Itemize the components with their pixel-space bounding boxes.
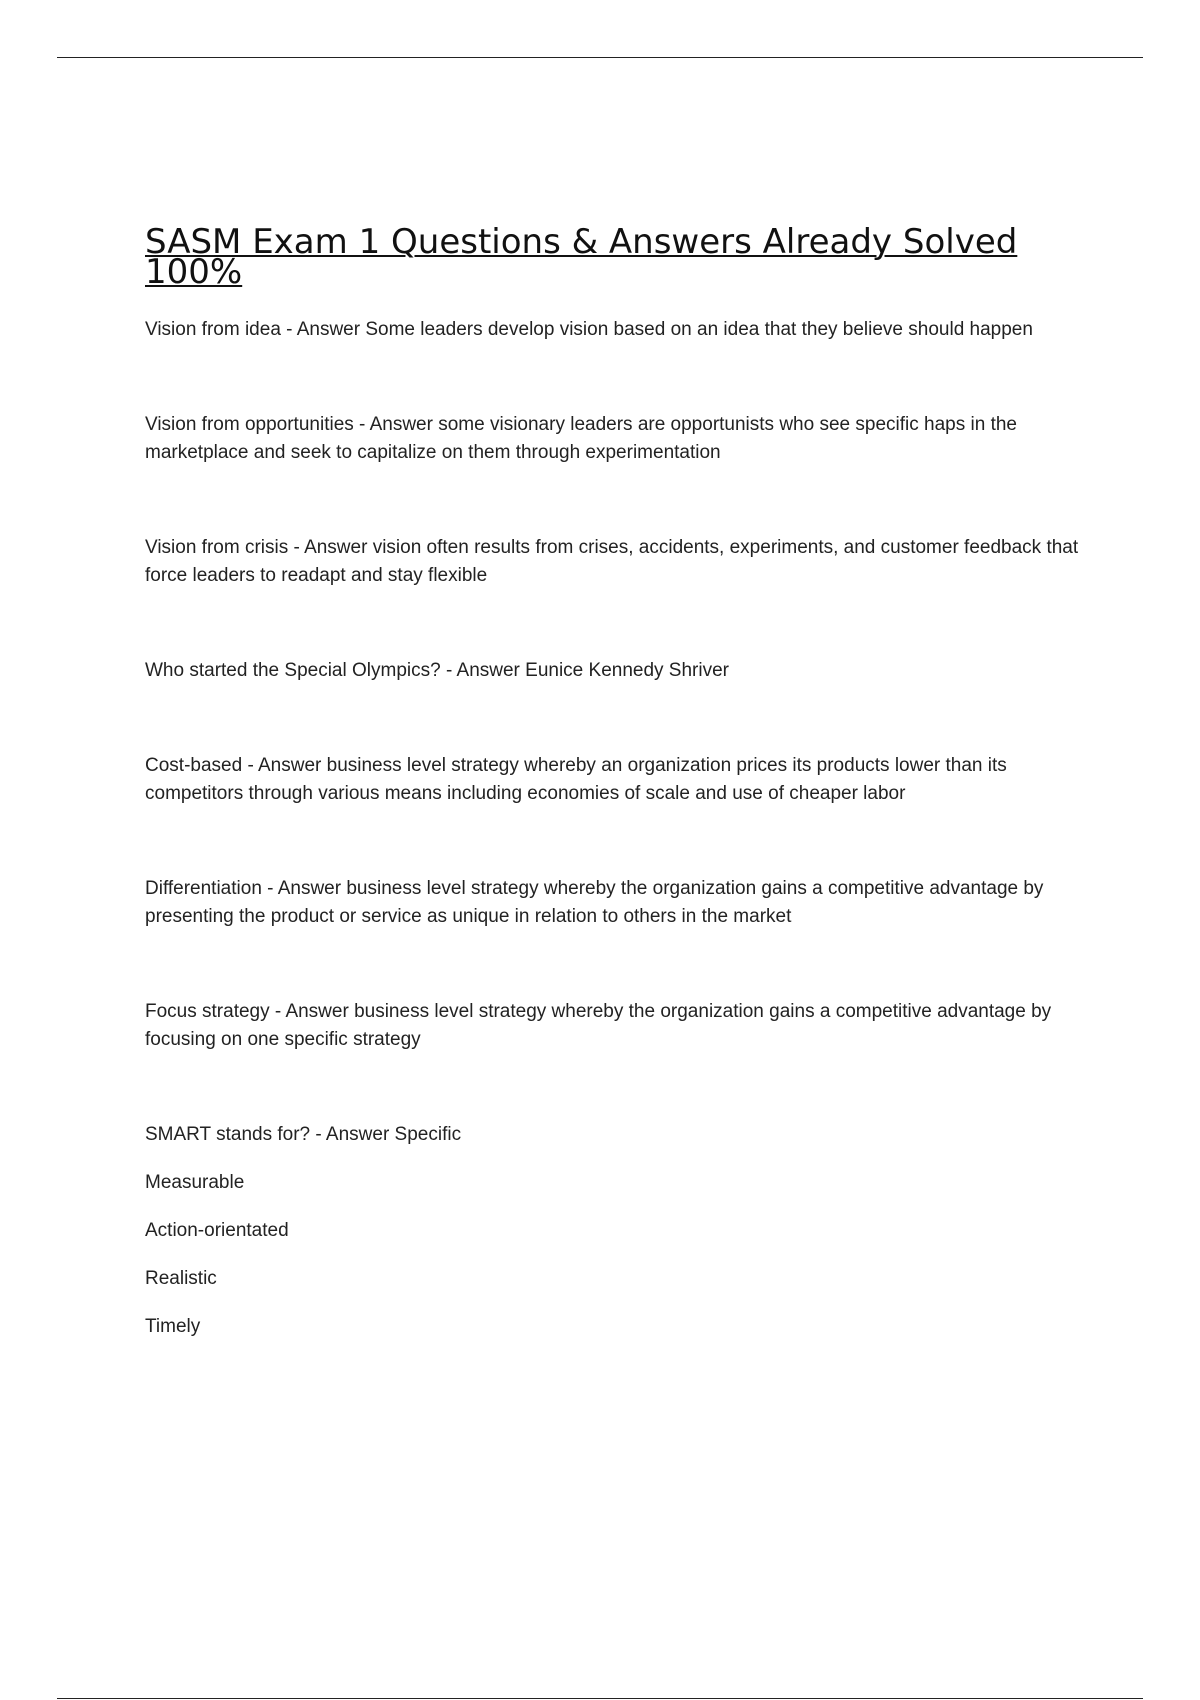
smart-item-realistic: Realistic: [145, 1267, 217, 1289]
qa-entry-vision-from-idea: Vision from idea - Answer Some leaders develop vision based on an idea that they believe should happen: [145, 318, 1033, 340]
qa-entry-cost-based: Cost-based - Answer business level strategy whereby an organization prices its products lower than its competitors through various means including economies of scale and use of cheaper labor: [145, 754, 1007, 804]
qa-entry-differentiation: Differentiation - Answer business level strategy whereby the organization gains a competitive advantage by presenting the product or service as unique in relation to others in the market: [145, 877, 1044, 927]
qa-entry-focus-strategy: Focus strategy - Answer business level strategy whereby the organization gains a competitive advantage by focusing on one specific strategy: [145, 1000, 1052, 1050]
qa-entry-special-olympics: Who started the Special Olympics? - Answer Eunice Kennedy Shriver: [145, 659, 729, 681]
qa-entry-smart: SMART stands for? - Answer Specific: [145, 1123, 462, 1145]
qa-entry-vision-from-opportunities: Vision from opportunities - Answer some visionary leaders are opportunists who see specific haps in the marketplace and seek to capitalize on them through experimentation: [145, 413, 1017, 463]
document-body: [145, 222, 1090, 1341]
footer-rule: [57, 1698, 1143, 1699]
header-rule: [57, 57, 1143, 58]
smart-item-measurable: Measurable: [145, 1171, 245, 1193]
smart-item-timely: Timely: [145, 1315, 201, 1337]
smart-item-action-orientated: Action-orientated: [145, 1219, 289, 1241]
document-title: SASM Exam 1 Questions & Answers Already Solved 100%: [145, 222, 1018, 292]
qa-entry-vision-from-crisis: Vision from crisis - Answer vision often results from crises, accidents, experiments, and customer feedback that force leaders to readapt and stay flexible: [145, 536, 1079, 586]
